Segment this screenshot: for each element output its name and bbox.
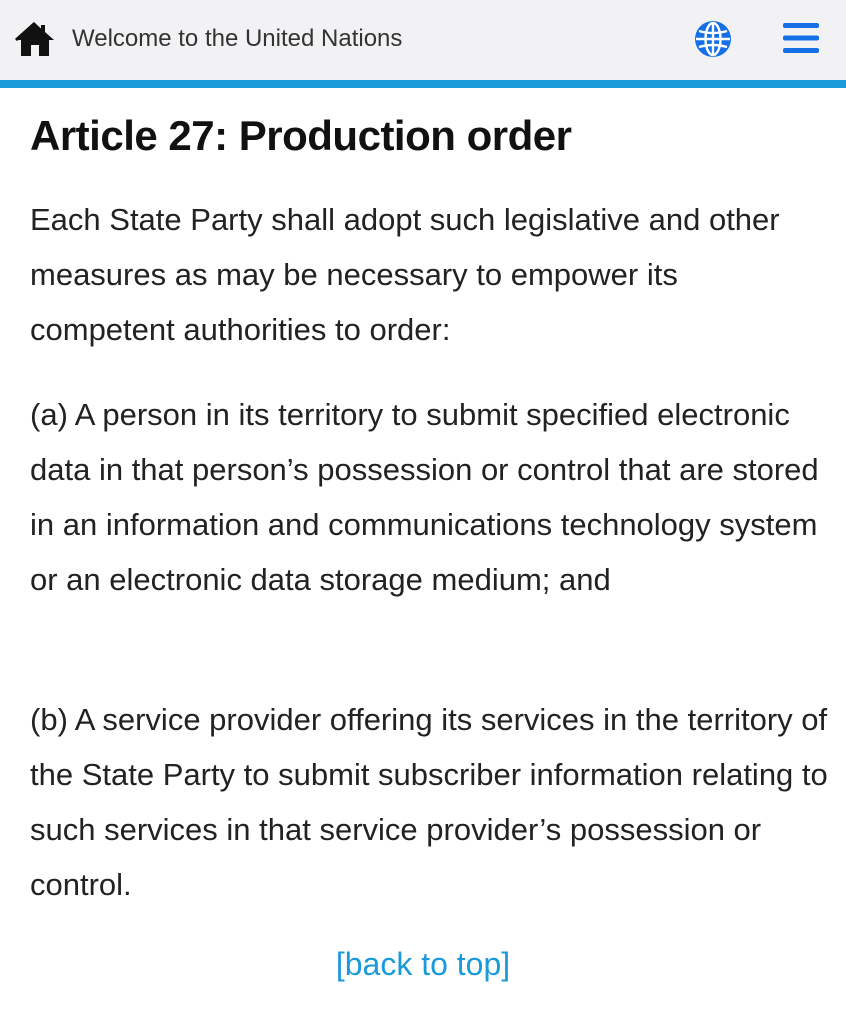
article-paragraph-intro: Each State Party shall adopt such legislative and other measures as may be necessary to empower its competent authorities to order: — [30, 202, 780, 347]
home-icon[interactable] — [14, 20, 56, 58]
top-bar — [0, 0, 846, 88]
globe-icon[interactable] — [694, 20, 732, 58]
site-title[interactable]: Welcome to the United Nations — [72, 25, 403, 52]
back-to-top-link[interactable]: [back to top] — [335, 946, 511, 982]
article-paragraph-a: (a) A person in its territory to submit specified electronic data in that person’s possession or control that are stored in an information and communications technology system or an electronic data storage medium; and — [30, 397, 819, 597]
article-paragraph-b: (b) A service provider offering its services in the territory of the State Party to submit subscriber information relating to such services in that service provider’s possession or control. — [30, 702, 828, 902]
article-title: Article 27: Production order — [30, 112, 572, 159]
hamburger-menu-icon[interactable] — [782, 20, 820, 56]
